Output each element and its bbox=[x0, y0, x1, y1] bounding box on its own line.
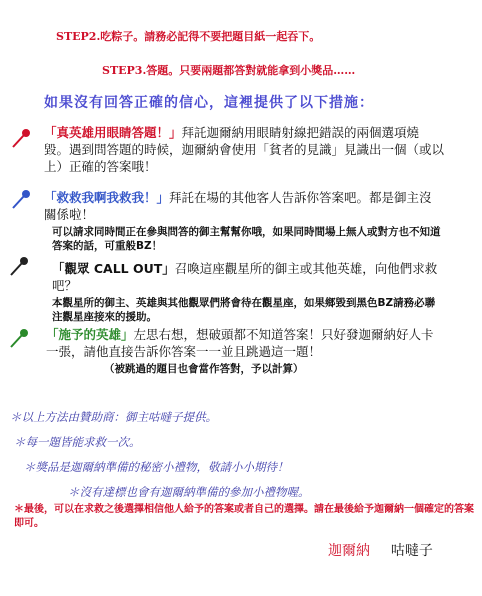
step3-text: STEP3.答題。只要兩題都答對就能拿到小獎品…… bbox=[102, 64, 356, 77]
item-title: 「施予的英雄」 bbox=[46, 327, 134, 342]
final-note: ＊最後，可以在求救之後選擇相信他人給予的答案或者自己的選擇。請在最後給予迦爾納一個確定的答案即可。 bbox=[14, 504, 474, 529]
footnote: ＊獎品是迦爾納準備的秘密小禮物，敬請小小期待！ bbox=[24, 460, 289, 474]
pushpin-blue-icon bbox=[10, 188, 32, 210]
signature bbox=[328, 540, 433, 560]
item-title: 「觀眾 CALL OUT」 bbox=[52, 261, 175, 276]
signature-name1: 迦爾納 bbox=[328, 543, 370, 559]
item-ask-audience bbox=[44, 189, 444, 223]
pushpin-green-icon bbox=[8, 327, 30, 349]
headline: 如果沒有回答正確的信心，這裡提供了以下措施： bbox=[44, 95, 374, 111]
footnote: ＊每一題皆能求救一次。 bbox=[14, 435, 141, 449]
item-text: 左思右想，想破頭都不知道答案！只好發迦爾納好人卡一張，請他直接告訴你答案一一並且跳過這一題！ bbox=[46, 327, 434, 359]
item-title: 「救救我啊我救我！」 bbox=[44, 190, 170, 205]
item-note: 本觀星所的御主、英雄與其他觀眾們將會待在觀星座，如果鄉毀到黑色BZ請務必聯注觀星座接來的援助。 bbox=[52, 297, 436, 323]
item-text: 拜託迦爾納用眼睛射線把錯誤的兩個選項燒毀。遇到問答題的時候，迦爾納會使用「貧者的見識」見識出一個（或以上）正確的答案哦！ bbox=[44, 125, 445, 174]
step2-text: STEP2.吃粽子。請務必記得不要把題目紙一起吞下。 bbox=[56, 30, 321, 43]
item-giving-hero bbox=[46, 326, 442, 360]
signature-name2: 咕噠子 bbox=[390, 543, 433, 559]
item-eye-answer bbox=[44, 124, 444, 175]
footnote: ＊沒有達標也會有迦爾納準備的參加小禮物喔。 bbox=[68, 485, 310, 499]
item-text: 拜託在場的其他客人告訴你答案吧。都是御主沒關係啦！ bbox=[44, 190, 432, 222]
item-note: （被跳過的題目也會當作答對，予以計算） bbox=[104, 363, 304, 375]
item-call-out bbox=[52, 260, 444, 294]
pushpin-red-icon bbox=[10, 127, 32, 149]
item-title: 「真英雄用眼睛答題！」 bbox=[44, 125, 182, 140]
pushpin-black-icon bbox=[8, 255, 30, 277]
item-text: 召喚這座觀星所的御主或其他英雄，向他們求救吧？ bbox=[52, 261, 438, 293]
item-note: 可以請求同時間正在參與問答的御主幫幫你哦，如果同時間場上無人或對方也不知道答案的話，可重般BZ！ bbox=[52, 226, 441, 252]
footnote: ＊以上方法由贊助商：御主咕噠子提供。 bbox=[10, 410, 217, 424]
